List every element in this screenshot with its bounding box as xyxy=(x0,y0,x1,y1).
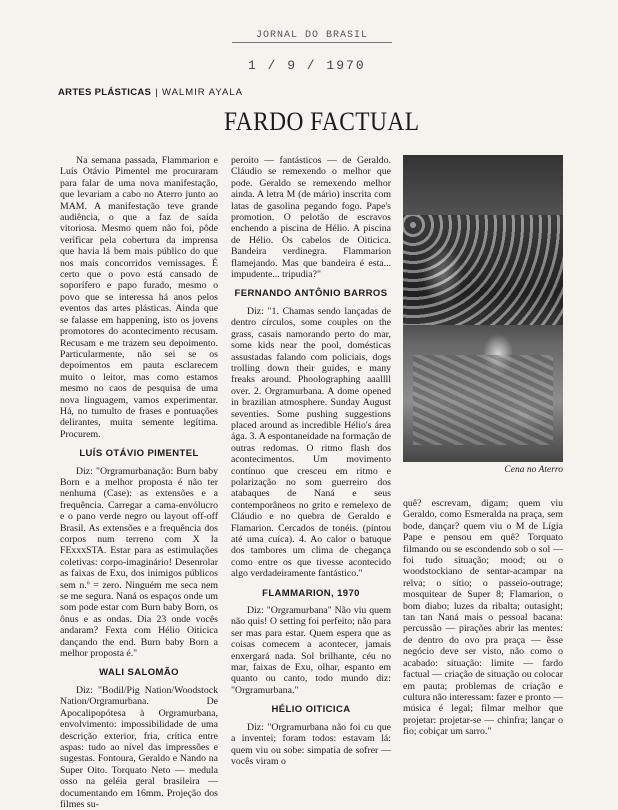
salomao-statement-continued: peroito — fantásticos — de Geraldo. Cláudio se remexendo o melhor que pode. Geraldo se remexendo melhor ainda. A letra M (de mário) inscrita com latas de gasolina pegando fogo. Pape's promotion. O pelotão de escravos enchendo a piscina de Hélio. A piscina de Hélio. Os cabelos de Oiticica. Bandeira verdinegra. Flammarion flamejando. Mas que bandeira é esta... impudente... tripudia?" xyxy=(231,155,391,281)
salomao-statement: Diz: "Bodil/Pig Nation/Woodstock Nation/Orgramurbana. De Apocalipopótesa à Orgramurbana, envolvimento: impossibilidade de uma descrição exterior, fria, crítica entre aspas: tudo ao nível das impressões e sugestas. Fontoura, Geraldo e Nando na Super Oito. Torquato Neto — medula osso na geléia geral brasileira — documentando em 16mm. Projeção dos filmes su- xyxy=(60,684,218,810)
photo-caption: Cena no Aterro xyxy=(504,465,563,475)
event-photo xyxy=(403,155,563,462)
photo-crowd xyxy=(403,215,563,325)
pimentel-statement: Diz: "Orgramurbanação: Burn baby Born e a melhor proposta é não ter nenhuma (Case): as extensões e a frequência. Carregar a cama-envólucro e o pano verde negro ou layout off-off Brasil. As extensões e a frequência dos corpos num terreno com X la FExxxSTA. Estar para as estimulações coletivas: corpo-imaginário! Desenrolar as faixas de Exu, dos inimigos públicos sem n.º = zero. Ninguém me seca nem se me segura. Naná os espaços onde um som pode estar com Burn baby Born, os ônus e as ondas. Dia 23 onde vocês andaram? Fexta com Hélio Oiticica dançando the end. Burn baby Born a melhor proposta é." xyxy=(60,465,218,660)
section-separator: | xyxy=(155,87,158,98)
subheading-luis-otavio-pimentel: LUÍS OTÁVIO PIMENTEL xyxy=(79,448,199,460)
article-column-3 xyxy=(403,498,563,788)
subheading-wali-salomao: WALI SALOMÃO xyxy=(99,667,179,679)
intro-paragraph: Na semana passada, Flammarion e Luís Otávio Pimentel me procuraram para falar de uma nova manifestação, que levariam a cabo no Aterro junto ao MAM. A manifestação teve grande audiência, o que a faz de saída vitoriosa. Mesmo quem não foi, pôde verificar pela cobertura da imprensa que havia lá bem mais público do que nos mais concorridos vernissages. É certo que o povo está cansado de soporífero e papo furado, mesmo o povo que se interessa há anos pelos eventos das artes plásticas. Ainda que se falasse em happening, isto os jovens promotores do acontecimento recusam. Recusam e me trazem seu depoimento. Particularmente, não sei se os depoimentos em pauta esclarecem muito o leitor, mas como estamos mesmo no caos de pesquisa de uma nova linguagem, vamos experimentar. Há, no tumulto de frases e pontuações delirantes, muita semente legítima. Procurem. xyxy=(60,155,218,440)
barros-statement: Diz: "1. Chamas sendo lançadas de dentro círculos, some couples on the grass, casais namorando perto do mar, some kids near the pool, domésticas assustadas falando com policiais, dogs trolling down their guides, e many freaks around. Phoolographing aaallll over. 2. Orgramurbana. A dome opened in brazilian atmosphere. Sunday August seventies. Some pushing suggestions placed around as incredible Hélio's área ága. 3. A espontaneidade na formação de outras redomas. O ritmo flash dos acontecimentos. Um movimento contínuo que cresceu em ritmo e polarização no som guerreiro dos atabaques de Naná e seus contemporâneos no grito e remelexo de Cláudio e no quebra de Geraldo e Flamarion. Cercados de tonéis. (pintou até uma cuíca). 4. Ao calor o batuque dos tambores um clima de chegança como entre os que tivesse acontecido algo verdadeiramente fantástico." xyxy=(231,305,391,580)
article-column-2 xyxy=(231,155,391,785)
newspaper-masthead: JORNAL DO BRASIL xyxy=(232,30,392,43)
subheading-fernando-antonio-barros: FERNANDO ANTÔNIO BARROS xyxy=(234,288,388,300)
subheading-flammarion: FLAMMARION, 1970 xyxy=(262,587,360,599)
article-column-1 xyxy=(60,155,218,810)
subheading-helio-oiticica: HÉLIO OITICICA xyxy=(271,704,351,716)
author-name: WALMIR AYALA xyxy=(161,87,243,98)
article-headline: FARDO FACTUAL xyxy=(224,107,420,136)
publication-date: 1 / 9 / 1970 xyxy=(248,58,366,73)
oiticica-statement: Diz: "Orgramurbana não foi cu que a inventei; foram todos: estavam lá: quem viu ou sobe: simpatia de sofrer — vocês viram o xyxy=(231,721,391,767)
flammarion-statement: Diz: "Orgramurbana" Não viu quem não quis! O setting foi perfeito; não para ser mas para estar. Quem espera que as coisas comecem a acontecer, jamais enxergará nada. Sol brilhante, céu no mar, faixas de Exu, olhar, espanto em quanto ou canto, todo mundo diz: "Orgramurbana." xyxy=(231,605,391,696)
oiticica-statement-continued: quê? escrevam, digam; quem viu Geraldo, como Esmeralda na praça, sem bode, dançar? quem viu o M de Lígia Pape e pensou em quê? Torquato filmando ou se escondendo sob o sol — foi tudo situação; mood; ou o woodstockiano de sentar-acampar na relva; o sítio; o passeio-outrage; mosquitear de Super 8; Flamarion, o bom diabo; luzes da ribalta; outasight; tan tan Naná mais o pessoal bacana: percussão — pirações abrir las mentes: de dentro do ovo pra praça — êsse negócio deve ser visto, não como o acabado: situação: limite — fardo factual — criação de situação ou colocar em pauta; problemas de criação e cultura não interessam: fazer e pronto — música é legal; filmar melhor que projetar: projetar-se — chinfra; lançar o fio; cobiçar um sarro." xyxy=(403,498,563,738)
section-header xyxy=(58,87,243,98)
photo-ground xyxy=(413,355,553,445)
section-title: ARTES PLÁSTICAS xyxy=(58,87,152,98)
